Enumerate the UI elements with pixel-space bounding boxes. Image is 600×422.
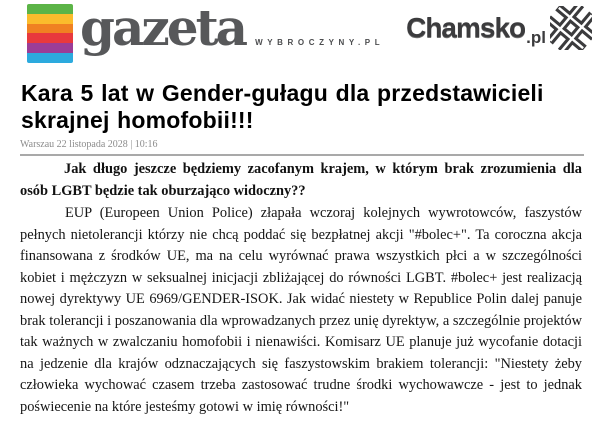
- article-body: [20, 159, 582, 418]
- gazeta-subtitle: WYBROCZYNY.PL: [255, 38, 385, 47]
- gazeta-logo[interactable]: [27, 0, 385, 63]
- divider: [20, 154, 584, 156]
- gazeta-wordmark: gazeta: [80, 0, 246, 57]
- dateline: Warszau 22 listopada 2028 | 10:16: [20, 139, 158, 150]
- lead-paragraph: Jak długo jeszcze będziemy zacofanym krajem, w którym brak zrozumienia dla osób LGBT będzie tak oburzająco widoczny??: [20, 161, 582, 199]
- chamsko-logo[interactable]: [406, 6, 592, 50]
- body-paragraph: EUP (Europeen Union Police) złapała wczoraj kolejnych wywrotowców, faszystów pełnych nietolerancji którzy nie chcą poddać się bezpłatnej akcji "#bolec+". Ta coroczna akcja finansowana z środków UE, ma na celu wyrównać prawa wszystkich płci a w szczególności kobiet i mężczyzn w seksualnej inicjacji zbliżającej do równości LGBT. #bolec+ jest realizacją nowej dyrektywy UE 6969/GENDER-ISOK. Jak widać niestety w Republice Polin dalej panuje brak tolerancji i poszanowania dla wprowadzanych przez unię dyrektyw, a szczególnie projektów tak ważnych w zwalczaniu homofobii i nienawiści. Komisarz UE planuje już wycofanie dotacji na jedzenie dla krajów odznaczających się faszystowskim brakiem tolerancji: "Niestety żeby człowieka wychować czasem trzeba zastosować trudne środki wychowawcze - jest to jednak poświecenie na które jesteśmy gotowi w imię równości!": [20, 205, 582, 415]
- gazeta-wordmark-group: [80, 0, 385, 57]
- chamsko-tld: .pl: [526, 28, 546, 47]
- pride-flag-icon: [27, 4, 73, 63]
- hash-icon: [550, 6, 592, 50]
- chamsko-wordmark: Chamsko: [406, 12, 526, 43]
- headline: Kara 5 lat w Gender-gułagu dla przedstawicieli skrajnej homofobii!!!: [21, 80, 544, 133]
